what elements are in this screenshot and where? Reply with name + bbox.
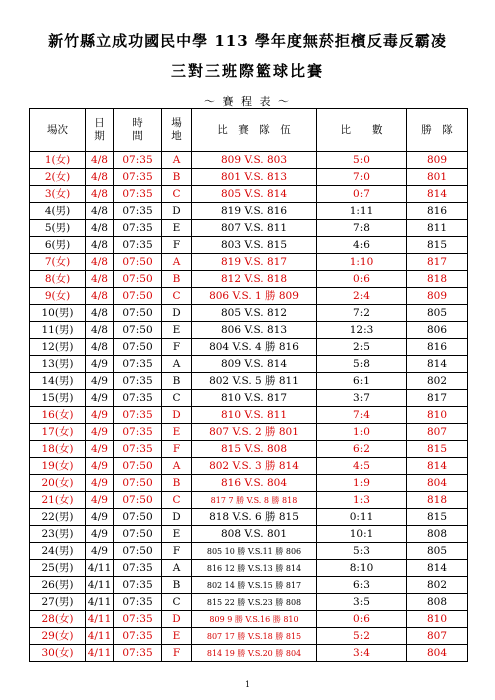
cell-date: 4/9	[86, 356, 114, 373]
table-row	[30, 441, 468, 458]
cell-time: 07:35	[114, 577, 162, 594]
header-row	[30, 109, 468, 152]
cell-date: 4/8	[86, 152, 114, 169]
cell-venue: D	[162, 203, 192, 220]
cell-winner: 816	[407, 339, 468, 356]
cell-game: 2(女)	[30, 169, 86, 186]
cell-winner: 809	[407, 152, 468, 169]
cell-matchup: 802 V.S. 5 勝 811	[192, 373, 317, 390]
cell-time: 07:35	[114, 628, 162, 645]
cell-score: 2:4	[317, 288, 407, 305]
header-date: 日 期	[86, 109, 114, 152]
cell-winner: 809	[407, 288, 468, 305]
cell-winner: 807	[407, 424, 468, 441]
cell-date: 4/11	[86, 645, 114, 662]
cell-matchup: 807 17 勝 V.S.18 勝 815	[192, 628, 317, 645]
cell-game: 7(女)	[30, 254, 86, 271]
cell-venue: F	[162, 543, 192, 560]
cell-time: 07:35	[114, 594, 162, 611]
cell-time: 07:50	[114, 475, 162, 492]
table-row	[30, 407, 468, 424]
cell-date: 4/11	[86, 577, 114, 594]
table-row	[30, 254, 468, 271]
cell-matchup: 816 12 勝 V.S.13 勝 814	[192, 560, 317, 577]
cell-winner: 806	[407, 322, 468, 339]
cell-venue: E	[162, 220, 192, 237]
cell-matchup: 802 14 勝 V.S.15 勝 817	[192, 577, 317, 594]
table-row	[30, 220, 468, 237]
cell-game: 10(男)	[30, 305, 86, 322]
cell-score: 5:2	[317, 628, 407, 645]
table-row	[30, 271, 468, 288]
cell-matchup: 815 22 勝 V.S.23 勝 808	[192, 594, 317, 611]
document-title: 新竹縣立成功國民中學 113 學年度無菸拒檳反毒反霸凌	[48, 32, 447, 50]
cell-score: 2:5	[317, 339, 407, 356]
cell-game: 24(男)	[30, 543, 86, 560]
cell-winner: 811	[407, 220, 468, 237]
cell-score: 0:6	[317, 271, 407, 288]
cell-winner: 815	[407, 237, 468, 254]
cell-date: 4/8	[86, 339, 114, 356]
cell-venue: E	[162, 322, 192, 339]
cell-date: 4/8	[86, 169, 114, 186]
cell-matchup: 801 V.S. 813	[192, 169, 317, 186]
table-row	[30, 509, 468, 526]
cell-score: 3:7	[317, 390, 407, 407]
cell-game: 15(男)	[30, 390, 86, 407]
cell-score: 5:3	[317, 543, 407, 560]
cell-winner: 816	[407, 203, 468, 220]
table-row	[30, 390, 468, 407]
table-row	[30, 594, 468, 611]
cell-venue: B	[162, 475, 192, 492]
cell-winner: 804	[407, 475, 468, 492]
cell-time: 07:35	[114, 169, 162, 186]
cell-score: 7:4	[317, 407, 407, 424]
cell-winner: 817	[407, 390, 468, 407]
cell-date: 4/8	[86, 288, 114, 305]
header-venue: 場 地	[162, 109, 192, 152]
header-matchup: 比 賽 隊 伍	[192, 109, 317, 152]
cell-game: 3(女)	[30, 186, 86, 203]
cell-date: 4/11	[86, 628, 114, 645]
cell-game: 25(男)	[30, 560, 86, 577]
cell-winner: 802	[407, 577, 468, 594]
cell-game: 5(男)	[30, 220, 86, 237]
cell-winner: 808	[407, 594, 468, 611]
cell-date: 4/9	[86, 543, 114, 560]
cell-venue: C	[162, 288, 192, 305]
cell-date: 4/8	[86, 271, 114, 288]
cell-score: 5:0	[317, 152, 407, 169]
cell-game: 18(女)	[30, 441, 86, 458]
cell-time: 07:35	[114, 237, 162, 254]
cell-date: 4/8	[86, 322, 114, 339]
cell-time: 07:35	[114, 611, 162, 628]
table-row	[30, 237, 468, 254]
cell-venue: C	[162, 594, 192, 611]
cell-date: 4/8	[86, 203, 114, 220]
header-time: 時 間	[114, 109, 162, 152]
cell-date: 4/9	[86, 526, 114, 543]
cell-venue: A	[162, 356, 192, 373]
cell-venue: B	[162, 271, 192, 288]
cell-time: 07:35	[114, 186, 162, 203]
cell-score: 0:6	[317, 611, 407, 628]
cell-matchup: 804 V.S. 4 勝 816	[192, 339, 317, 356]
cell-winner: 804	[407, 645, 468, 662]
cell-winner: 817	[407, 254, 468, 271]
cell-matchup: 809 9 勝 V.S.16 勝 810	[192, 611, 317, 628]
table-row	[30, 339, 468, 356]
table-row	[30, 577, 468, 594]
header-game: 場次	[30, 109, 86, 152]
cell-matchup: 812 V.S. 818	[192, 271, 317, 288]
table-row	[30, 543, 468, 560]
cell-date: 4/9	[86, 407, 114, 424]
cell-winner: 818	[407, 492, 468, 509]
cell-venue: E	[162, 526, 192, 543]
cell-date: 4/8	[86, 254, 114, 271]
cell-score: 0:7	[317, 186, 407, 203]
cell-venue: E	[162, 424, 192, 441]
cell-venue: D	[162, 611, 192, 628]
cell-winner: 810	[407, 407, 468, 424]
cell-score: 1:3	[317, 492, 407, 509]
cell-matchup: 809 V.S. 803	[192, 152, 317, 169]
schedule-body	[30, 152, 468, 662]
header-score: 比 數	[317, 109, 407, 152]
cell-venue: F	[162, 339, 192, 356]
cell-winner: 801	[407, 169, 468, 186]
cell-matchup: 810 V.S. 811	[192, 407, 317, 424]
cell-winner: 807	[407, 628, 468, 645]
cell-score: 6:3	[317, 577, 407, 594]
cell-venue: D	[162, 305, 192, 322]
cell-score: 10:1	[317, 526, 407, 543]
table-row	[30, 475, 468, 492]
cell-score: 4:5	[317, 458, 407, 475]
cell-score: 0:11	[317, 509, 407, 526]
cell-score: 6:2	[317, 441, 407, 458]
cell-date: 4/8	[86, 220, 114, 237]
cell-score: 1:11	[317, 203, 407, 220]
cell-game: 28(女)	[30, 611, 86, 628]
cell-matchup: 817 7 勝 V.S. 8 勝 818	[192, 492, 317, 509]
cell-date: 4/8	[86, 237, 114, 254]
cell-time: 07:35	[114, 152, 162, 169]
cell-time: 07:35	[114, 645, 162, 662]
cell-score: 7:2	[317, 305, 407, 322]
cell-game: 16(女)	[30, 407, 86, 424]
cell-matchup: 819 V.S. 816	[192, 203, 317, 220]
cell-date: 4/9	[86, 373, 114, 390]
cell-winner: 815	[407, 441, 468, 458]
cell-winner: 814	[407, 458, 468, 475]
cell-winner: 815	[407, 509, 468, 526]
cell-game: 9(女)	[30, 288, 86, 305]
cell-matchup: 805 V.S. 812	[192, 305, 317, 322]
cell-score: 8:10	[317, 560, 407, 577]
cell-time: 07:35	[114, 560, 162, 577]
cell-score: 6:1	[317, 373, 407, 390]
table-row	[30, 152, 468, 169]
cell-matchup: 815 V.S. 808	[192, 441, 317, 458]
cell-game: 19(女)	[30, 458, 86, 475]
cell-game: 14(男)	[30, 373, 86, 390]
cell-date: 4/11	[86, 594, 114, 611]
cell-time: 07:35	[114, 356, 162, 373]
page-number: 1	[244, 680, 251, 689]
cell-time: 07:35	[114, 407, 162, 424]
cell-time: 07:50	[114, 509, 162, 526]
cell-venue: B	[162, 373, 192, 390]
cell-venue: C	[162, 390, 192, 407]
cell-time: 07:50	[114, 526, 162, 543]
cell-time: 07:50	[114, 271, 162, 288]
schedule-table	[29, 108, 468, 662]
cell-date: 4/9	[86, 492, 114, 509]
table-row	[30, 611, 468, 628]
cell-matchup: 809 V.S. 814	[192, 356, 317, 373]
cell-date: 4/8	[86, 186, 114, 203]
cell-time: 07:50	[114, 322, 162, 339]
cell-venue: C	[162, 186, 192, 203]
cell-game: 29(女)	[30, 628, 86, 645]
cell-matchup: 814 19 勝 V.S.20 勝 804	[192, 645, 317, 662]
cell-matchup: 808 V.S. 801	[192, 526, 317, 543]
cell-time: 07:35	[114, 220, 162, 237]
cell-matchup: 805 10 勝 V.S.11 勝 806	[192, 543, 317, 560]
table-row	[30, 560, 468, 577]
table-row	[30, 628, 468, 645]
table-row	[30, 492, 468, 509]
cell-game: 4(男)	[30, 203, 86, 220]
cell-matchup: 806 V.S. 813	[192, 322, 317, 339]
cell-time: 07:35	[114, 390, 162, 407]
cell-game: 12(男)	[30, 339, 86, 356]
cell-game: 6(男)	[30, 237, 86, 254]
cell-game: 30(女)	[30, 645, 86, 662]
cell-winner: 818	[407, 271, 468, 288]
cell-time: 07:50	[114, 288, 162, 305]
table-row	[30, 169, 468, 186]
cell-venue: F	[162, 237, 192, 254]
cell-winner: 814	[407, 356, 468, 373]
cell-matchup: 805 V.S. 814	[192, 186, 317, 203]
cell-matchup: 803 V.S. 815	[192, 237, 317, 254]
cell-venue: E	[162, 628, 192, 645]
cell-winner: 814	[407, 186, 468, 203]
cell-date: 4/11	[86, 560, 114, 577]
cell-venue: B	[162, 169, 192, 186]
cell-matchup: 810 V.S. 817	[192, 390, 317, 407]
cell-time: 07:50	[114, 254, 162, 271]
cell-venue: A	[162, 152, 192, 169]
cell-winner: 805	[407, 543, 468, 560]
cell-game: 1(女)	[30, 152, 86, 169]
cell-matchup: 807 V.S. 2 勝 801	[192, 424, 317, 441]
cell-venue: F	[162, 441, 192, 458]
cell-score: 1:9	[317, 475, 407, 492]
cell-score: 3:4	[317, 645, 407, 662]
cell-game: 26(男)	[30, 577, 86, 594]
cell-venue: A	[162, 254, 192, 271]
cell-time: 07:35	[114, 203, 162, 220]
cell-game: 21(女)	[30, 492, 86, 509]
cell-date: 4/11	[86, 611, 114, 628]
cell-game: 11(男)	[30, 322, 86, 339]
cell-time: 07:35	[114, 373, 162, 390]
table-row	[30, 526, 468, 543]
cell-matchup: 807 V.S. 811	[192, 220, 317, 237]
cell-date: 4/9	[86, 441, 114, 458]
cell-time: 07:50	[114, 339, 162, 356]
cell-winner: 802	[407, 373, 468, 390]
cell-matchup: 806 V.S. 1 勝 809	[192, 288, 317, 305]
cell-date: 4/9	[86, 475, 114, 492]
cell-score: 5:8	[317, 356, 407, 373]
table-row	[30, 424, 468, 441]
cell-score: 1:10	[317, 254, 407, 271]
cell-game: 13(男)	[30, 356, 86, 373]
cell-time: 07:50	[114, 492, 162, 509]
table-row	[30, 322, 468, 339]
cell-winner: 810	[407, 611, 468, 628]
table-row	[30, 288, 468, 305]
table-row	[30, 458, 468, 475]
cell-matchup: 818 V.S. 6 勝 815	[192, 509, 317, 526]
cell-winner: 805	[407, 305, 468, 322]
cell-score: 12:3	[317, 322, 407, 339]
cell-time: 07:35	[114, 441, 162, 458]
cell-winner: 808	[407, 526, 468, 543]
cell-game: 17(女)	[30, 424, 86, 441]
cell-game: 20(女)	[30, 475, 86, 492]
cell-date: 4/9	[86, 509, 114, 526]
table-row	[30, 356, 468, 373]
cell-game: 27(男)	[30, 594, 86, 611]
cell-date: 4/9	[86, 424, 114, 441]
cell-winner: 814	[407, 560, 468, 577]
cell-matchup: 802 V.S. 3 勝 814	[192, 458, 317, 475]
header-winner: 勝 隊	[407, 109, 468, 152]
cell-game: 8(女)	[30, 271, 86, 288]
cell-date: 4/9	[86, 390, 114, 407]
cell-time: 07:35	[114, 424, 162, 441]
cell-score: 1:0	[317, 424, 407, 441]
cell-score: 4:6	[317, 237, 407, 254]
cell-venue: D	[162, 509, 192, 526]
cell-matchup: 819 V.S. 817	[192, 254, 317, 271]
cell-venue: F	[162, 645, 192, 662]
cell-matchup: 816 V.S. 804	[192, 475, 317, 492]
cell-score: 7:0	[317, 169, 407, 186]
cell-time: 07:50	[114, 543, 162, 560]
document-subtitle-event: 三對三班際籃球比賽	[170, 62, 324, 80]
cell-score: 3:5	[317, 594, 407, 611]
table-row	[30, 203, 468, 220]
cell-time: 07:50	[114, 305, 162, 322]
table-row	[30, 373, 468, 390]
table-row	[30, 186, 468, 203]
cell-score: 7:8	[317, 220, 407, 237]
cell-date: 4/9	[86, 458, 114, 475]
cell-game: 23(男)	[30, 526, 86, 543]
schedule-heading: ～ 賽 程 表 ～	[204, 95, 291, 108]
cell-time: 07:50	[114, 458, 162, 475]
cell-venue: D	[162, 407, 192, 424]
cell-venue: B	[162, 577, 192, 594]
table-row	[30, 305, 468, 322]
cell-venue: A	[162, 458, 192, 475]
cell-venue: C	[162, 492, 192, 509]
cell-game: 22(男)	[30, 509, 86, 526]
table-row	[30, 645, 468, 662]
cell-venue: A	[162, 560, 192, 577]
cell-date: 4/8	[86, 305, 114, 322]
